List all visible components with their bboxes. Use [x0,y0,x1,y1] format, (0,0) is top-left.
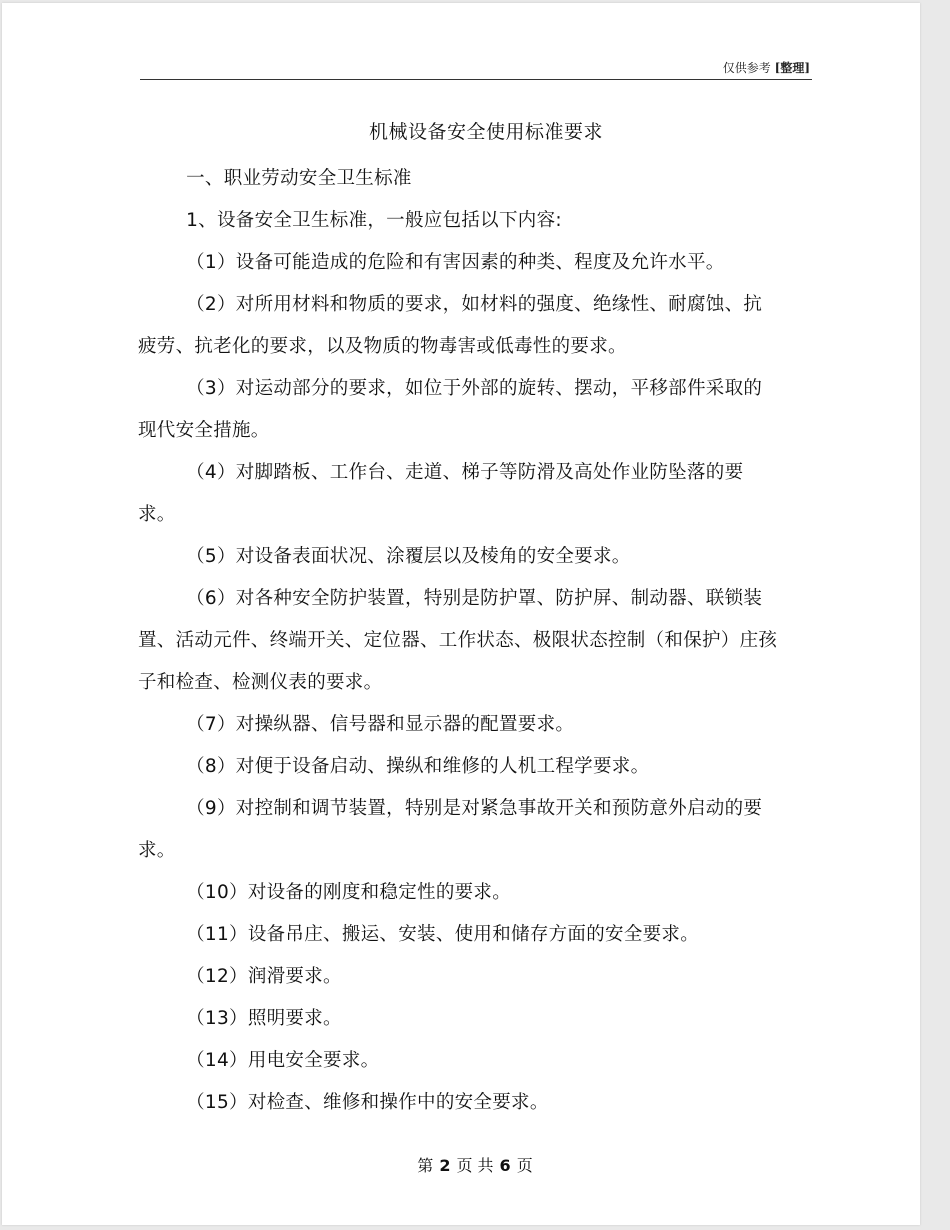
list-item: （13）照明要求。 [186,1008,342,1029]
footer-prefix: 第 [417,1156,434,1175]
list-item: （4）对脚踏板、工作台、走道、梯子等防滑及高处作业防坠落的要求。 [138,462,744,525]
footer-total-pages: 6 [499,1156,511,1175]
header-note-text: 仅供参考 [722,61,771,75]
document-title: 机械设备安全使用标准要求 [368,121,603,143]
list-item: （14）用电安全要求。 [186,1050,380,1071]
list-item: （7）对操纵器、信号器和显示器的配置要求。 [186,714,575,735]
list-item: （5）对设备表面状况、涂覆层以及棱角的安全要求。 [186,546,631,567]
list-item: （3）对运动部分的要求，如位于外部的旋转、摆动，平移部件采取的现代安全措施。 [138,378,763,441]
subheading: 1、设备安全卫生标准，一般应包括以下内容: [186,210,562,231]
section-heading: 一、职业劳动安全卫生标准 [186,168,412,189]
list-item: （1）设备可能造成的危险和有害因素的种类、程度及允许水平。 [186,252,725,273]
document-body [138,158,778,1124]
footer-mid: 页 共 [456,1156,494,1175]
list-item: （6）对各种安全防护装置，特别是防护罩、防护屏、制动器、联锁装置、活动元件、终端开关、定位器、工作状态、极限状态控制（和保护）庄孩子和检查、检测仪表的要求。 [138,588,778,693]
list-item: （12）润滑要求。 [186,966,342,987]
header-note [723,59,810,76]
list-item: （9）对控制和调节装置，特别是对紧急事故开关和预防意外启动的要求。 [138,798,763,861]
page-footer [0,1153,950,1176]
list-item: （15）对检查、维修和操作中的安全要求。 [186,1092,549,1113]
list-item: （10）对设备的刚度和稳定性的要求。 [186,882,512,903]
footer-suffix: 页 [516,1156,533,1175]
header-tag: [整理] [774,61,810,75]
list-item: （8）对便于设备启动、操纵和维修的人机工程学要求。 [186,756,650,777]
footer-page-number: 2 [439,1156,451,1175]
list-item: （2）对所用材料和物质的要求，如材料的强度、绝缘性、耐腐蚀、抗疲劳、抗老化的要求，以及物质的物毒害或低毒性的要求。 [138,294,763,357]
list-item: （11）设备吊庄、搬运、安装、使用和储存方面的安全要求。 [186,924,700,945]
header-divider [140,79,812,80]
